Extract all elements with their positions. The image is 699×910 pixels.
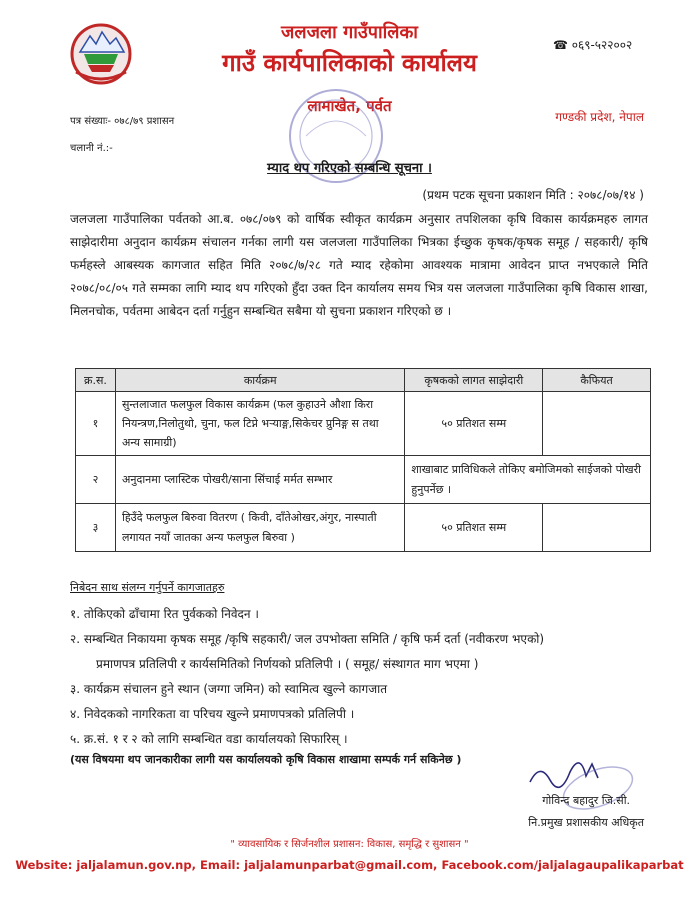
footer-slogan: " व्यावसायिक र सिर्जनशील प्रशासन: विकास, समृद्धि र सुशासन " [230, 839, 469, 850]
signatory-name: गोविन्द बहादुर जि.सी. [542, 794, 631, 807]
row-sn: २ [76, 456, 116, 504]
notice-subject: म्याद थप गरिएको सम्बन्धि सूचना । [267, 161, 432, 176]
list-item: ४. निवेदकको नागरिकता वा परिचय खुल्ने प्रमाणपत्रको प्रतिलिपी । [70, 707, 355, 721]
signatory-title: नि.प्रमुख प्रशासकीय अधिकृत [528, 816, 644, 829]
list-item: १. तोकिएको ढाँचामा रित पुर्वकको निवेदन । [70, 607, 259, 621]
list-item: ५. क्र.सं. १ र २ को लागि सम्बन्धित वडा कार्यालयको सिफारिस् । [70, 732, 348, 746]
office-stamp-icon [276, 78, 396, 198]
header-share: कृषकको लागत साझेदारी [405, 369, 543, 392]
province-name: गण्डकी प्रदेश, नेपाल [555, 110, 644, 124]
notice-body: जलजला गाउँपालिका पर्वतको आ.ब. ०७८/०७९ को वार्षिक स्वीकृत कार्यक्रम अनुसार तपशिलका कृषि विकास कार्यक्रमहरु लागत साझेदारीमा अनुदान कार्यक्रम संचालन गर्नका लागी यस जलजला गाउँपालिका भित्रका ईच्छुक कृषक/कृषक समूह / सहकारी/ कृषि फर्महस्ले आबस्यक कागजात सहित मिति २०७८/७/२८ गते म्याद रहेकोमा आवश्यक मात्रामा आवेदन प्राप्त नभएकाले मिति २०७८/०८/०५ गते सम्मका लागि म्याद थप गरिएको हुँदा उक्त दिन कार्यालय समय भित्र यस जलजला गाउँपालिका कृषि विकास शाखा, मिलनचोक, पर्वतमा आबेदन दर्ता गर्नुहुन सम्बन्धित सबैमा यो सुचना प्रकाशन गरिएको छ । [70, 212, 648, 318]
publish-date: (प्रथम पटक सूचना प्रकाशन मिति : २०७८/०७/१४ ) [422, 188, 644, 202]
row-sn: ३ [76, 504, 116, 552]
attachments-list [70, 602, 650, 752]
header-remarks: कैफियत [543, 369, 651, 392]
phone-number: ☎ ०६९-५२२००२ [553, 38, 633, 52]
row-remarks [543, 504, 651, 552]
contact-note: (यस विषयमा थप जानकारीका लागी यस कार्यालयको कृषि विकास शाखामा सम्पर्क गर्न सकिनेछ ) [70, 753, 462, 766]
footer-website: Website: jaljalamun.gov.np, [15, 858, 196, 872]
signature-block [528, 790, 644, 834]
table-row [76, 504, 651, 552]
row-share: ५० प्रतिशत सम्म [405, 504, 543, 552]
attachments-heading: निबेदन साथ संलग्न गर्नुपर्ने कागजातहरु [70, 581, 225, 594]
row-program: अनुदानमा प्लास्टिक पोखरी/साना सिंचाई मर्मत सम्भार [115, 456, 404, 504]
row-sn: १ [76, 392, 116, 456]
list-item: २. सम्बन्धित निकायमा कृषक समूह /कृषि सहकारी/ जल उपभोक्ता समिति / कृषि फर्म दर्ता (नवीकरण भएको) [70, 632, 545, 646]
footer-email: Email: jaljalamunparbat@gmail.com, [199, 858, 438, 872]
office-address: लामाखेत, पर्वत [307, 97, 392, 115]
header-sn: क्र.स. [76, 369, 116, 392]
program-table [75, 368, 651, 552]
list-item: प्रमाणपत्र प्रतिलिपी र कार्यसमितिको निर्णयको प्रतिलिपी । ( समूह/ संस्थागत माग भएमा ) [96, 657, 479, 671]
dispatch-number: चलानी नं.:- [70, 143, 113, 154]
row-program: सुन्तलाजात फलफुल विकास कार्यक्रम (फल कुहाउने औशा किरा नियन्त्रण,निलोतुथो, चुना, फल टिप्ने भऱ्याङ्ग,सिकेचर प्रुनिङ्ग स तथा अन्य सामाग्री) [115, 392, 404, 456]
list-item: ३. कार्यक्रम संचालन हुने स्थान (जग्गा जमिन) को स्वामित्व खुल्ने कागजात [70, 682, 388, 696]
header-program: कार्यक्रम [115, 369, 404, 392]
row-remarks [543, 392, 651, 456]
table-header-row [76, 369, 651, 392]
row-share: ५० प्रतिशत सम्म [405, 392, 543, 456]
table-row [76, 456, 651, 504]
office-name: गाउँ कार्यपालिकाको कार्यालय [222, 49, 477, 77]
footer-facebook: Facebook.com/jaljalagaupalikaparbat [441, 858, 684, 872]
reference-number: पत्र संख्याः- ०७८/७९ प्रशासन [70, 116, 175, 127]
table-row [76, 392, 651, 456]
municipality-name: जलजला गाउँपालिका [281, 22, 418, 43]
footer-contact [0, 858, 699, 872]
row-program: हिउँदे फलफुल बिरुवा वितरण ( किवी, दाँतेओखर,अंगुर, नास्पाती लगायत नयाँ जातका अन्य फलफुल बिरुवा ) [115, 504, 404, 552]
row-share: शाखाबाट प्राविधिकले तोकिए बमोजिमको साईजको पोखरी हुनुपर्नेछ । [405, 456, 651, 504]
